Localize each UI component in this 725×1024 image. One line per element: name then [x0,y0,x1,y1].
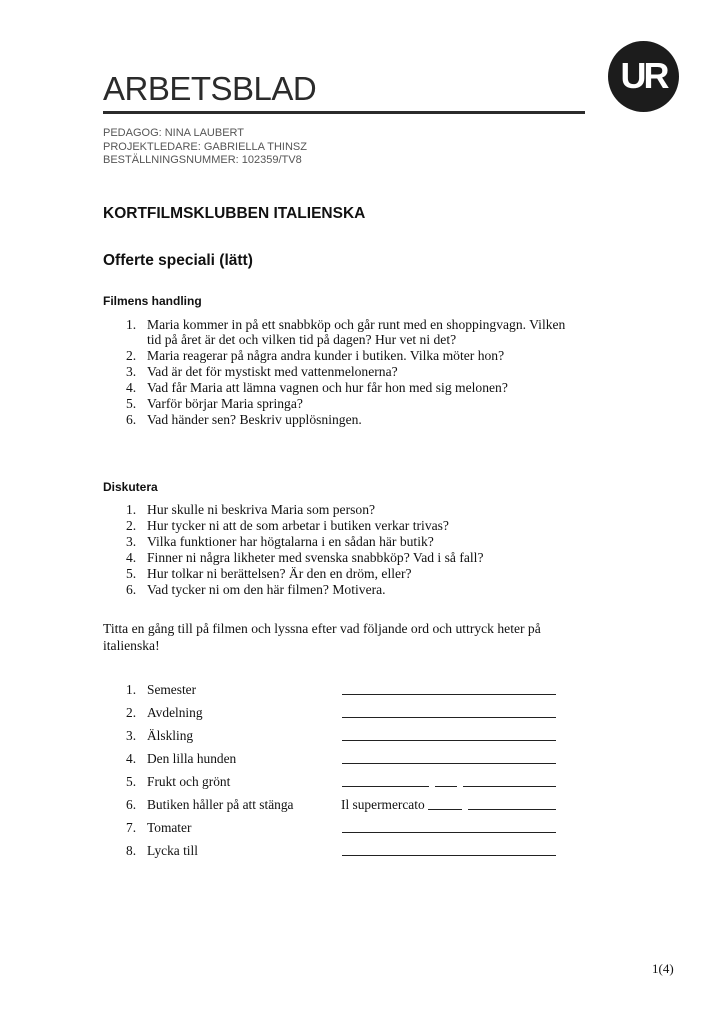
vocab-answer-line-part[interactable] [428,809,462,810]
question-number: 5. [126,566,137,581]
vocab-word: Butiken håller på att stänga [147,797,294,812]
vocab-number: 5. [126,774,137,789]
discuss-heading: Diskutera [103,480,158,494]
vocab-answer-line[interactable] [342,855,556,856]
question-text: Vad är det för mystiskt med vattenmelonerna? [147,364,398,379]
vocab-answer-line[interactable] [342,832,556,833]
question-text: Hur skulle ni beskriva Maria som person? [147,502,376,517]
question-text: Hur tycker ni att de som arbetar i butiken verkar trivas? [147,518,449,533]
vocab-answer-prefix: Il supermercato [341,797,425,812]
ur-logo-text: UR [620,55,667,96]
question-text: Maria reagerar på några andra kunder i butiken. Vilka möter hon? [147,348,505,363]
vocab-word: Älskling [147,728,194,743]
meta-order-number: BESTÄLLNINGSNUMMER: 102359/TV8 [103,154,302,166]
plot-heading: Filmens handling [103,294,202,308]
vocab-answer-line-part[interactable] [468,809,556,810]
vocab-word: Den lilla hunden [147,751,237,766]
question-text: Varför börjar Maria springa? [147,396,303,411]
page-number: 1(4) [652,961,674,976]
vocab-answer-line[interactable] [342,717,556,718]
meta-teacher: PEDAGOG: NINA LAUBERT [103,127,245,139]
question-text: Vad tycker ni om den här filmen? Motivera. [147,582,386,597]
question-number: 5. [126,396,137,411]
question-text: Hur tolkar ni berättelsen? Är den en dröm, eller? [147,566,412,581]
question-number: 1. [126,502,137,517]
vocab-answer-line[interactable] [342,694,556,695]
vocab-number: 7. [126,820,137,835]
instruction-text: Titta en gång till på filmen och lyssna efter vad följande ord och uttryck heter på italienska! [103,621,541,653]
vocab-word: Semester [147,682,197,697]
film-title: Offerte speciali (lätt) [103,252,253,269]
vocab-answer-line-part[interactable] [463,786,556,787]
vocab-answer-line-part[interactable] [342,786,429,787]
title-rule [103,111,585,114]
vocab-word: Avdelning [147,705,203,720]
question-number: 4. [126,550,137,565]
question-text: Finner ni några likheter med svenska snabbköp? Vad i så fall? [147,550,484,565]
vocab-number: 4. [126,751,137,766]
question-text: Vilka funktioner har högtalarna i en sådan här butik? [147,534,434,549]
vocab-answer-line[interactable] [342,740,556,741]
question-text: Vad får Maria att lämna vagnen och hur får hon med sig melonen? [147,380,508,395]
question-number: 6. [126,582,137,597]
question-number: 1. [126,317,137,332]
question-number: 2. [126,518,137,533]
vocab-answer-line-part[interactable] [435,786,457,787]
question-number: 3. [126,364,137,379]
vocab-number: 6. [126,797,137,812]
question-number: 4. [126,380,137,395]
ur-logo [608,41,679,112]
course-title: KORTFILMSKLUBBEN ITALIENSKA [103,205,366,222]
question-number: 6. [126,412,137,427]
vocab-answer-line[interactable] [342,763,556,764]
question-text: Maria kommer in på ett snabbköp och går runt med en shoppingvagn. Vilken [147,317,566,332]
question-number: 3. [126,534,137,549]
question-text-continued: tid på året är det och vilken tid på dagen? Hur vet ni det? [147,332,457,347]
vocab-number: 2. [126,705,137,720]
question-number: 2. [126,348,137,363]
vocab-number: 1. [126,682,137,697]
vocab-word: Frukt och grönt [147,774,231,789]
vocab-number: 3. [126,728,137,743]
vocab-number: 8. [126,843,137,858]
vocab-word: Lycka till [147,843,198,858]
meta-project-lead: PROJEKTLEDARE: GABRIELLA THINSZ [103,141,307,153]
document-title: ARBETSBLAD [103,70,317,107]
question-text: Vad händer sen? Beskriv upplösningen. [147,412,362,427]
vocab-word: Tomater [147,820,192,835]
